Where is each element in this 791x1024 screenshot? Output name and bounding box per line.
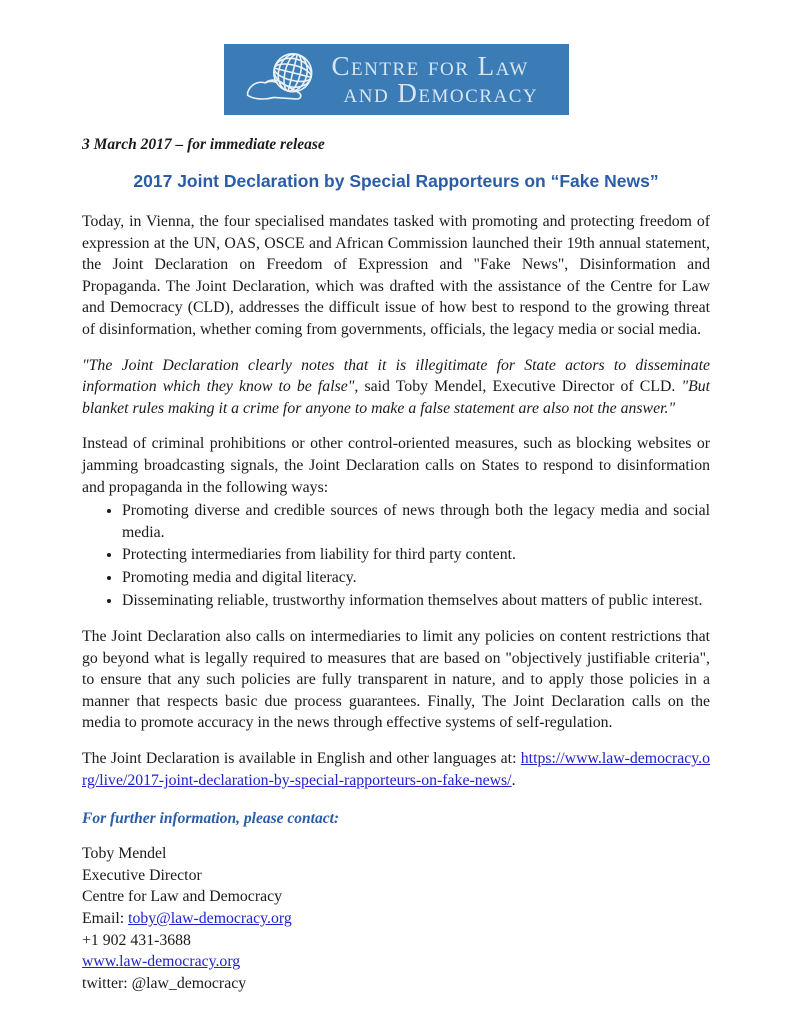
paragraph-quote <box>82 355 710 420</box>
declaration-link[interactable]: https://www.law-democracy.org/live/2017-joint-declaration-by-special-rapporteurs-on-fake-news/ <box>82 750 710 789</box>
contact-twitter: twitter: @law_democracy <box>82 974 247 992</box>
bullet-item-digital-literacy: • Promoting media and digital literacy. <box>122 567 710 589</box>
paragraph-availability <box>82 748 710 791</box>
bullet-list <box>82 500 710 611</box>
press-release-title: 2017 Joint Declaration by Special Rapporteurs on “Fake News” <box>133 171 659 191</box>
globe-hand-icon <box>242 48 326 112</box>
bullet-item-legacy-social-media: • Promoting diverse and credible sources of news through both the legacy media and social media. <box>122 500 710 543</box>
bullet-item-reliable-information: • Disseminating reliable, trustworthy information themselves about matters of public interest. <box>122 590 710 612</box>
contact-org: Centre for Law and Democracy <box>82 888 282 906</box>
website-link[interactable]: www.law-democracy.org <box>82 953 241 971</box>
availability-suffix: . <box>511 771 516 789</box>
paragraph-intro: Today, in Vienna, the four specialised mandates tasked with promoting and protecting freedom of expression at the UN, OAS, OSCE and African Commission launched their 19th annual statement, the Joint Declaration on Freedom of Expression and "Fake News", Disinformation and Propaganda. The Joint Declaration, which was drafted with the assistance of the Centre for Law and Democracy (CLD), addresses the difficult issue of how best to respond to the growing threat of disinformation, whether coming from governments, officials, the legacy media or social media. <box>82 213 710 338</box>
logo-text <box>331 50 539 108</box>
quote-part-1: "The Joint Declaration clearly notes that it is illegitimate for State actors to disseminate information which they know to be false" <box>82 356 710 396</box>
contact-block <box>82 843 710 994</box>
quote-attribution: , said Toby Mendel, Executive Director of CLD. <box>354 378 682 396</box>
paragraph-intermediaries: The Joint Declaration also calls on intermediaries to limit any policies on content restrictions that go beyond what is legally required to measures that are based on "objectively justifiable criteria", to ensure that any such policies are fully transparent in nature, and to apply those policies in a manner that respects basic due process guarantees. Finally, The Joint Declaration calls on the media to promote accuracy in the news through effective systems of self-regulation. <box>82 628 710 732</box>
contact-email-line <box>82 908 710 930</box>
bullet-item-intermediary-liability: • Protecting intermediaries from liability for third party content. <box>122 544 710 566</box>
contact-website-line <box>82 951 710 973</box>
dateline: 3 March 2017 – for immediate release <box>82 136 325 153</box>
contact-name: Toby Mendel <box>82 845 167 863</box>
paragraph-measures: Instead of criminal prohibitions or other control-oriented measures, such as blocking websites or jamming broadcasting signals, the Joint Declaration calls on States to respond to disinformation and propaganda in the following ways: <box>82 435 710 496</box>
availability-text: The Joint Declaration is available in English and other languages at: <box>82 750 521 768</box>
contact-role: Executive Director <box>82 866 202 884</box>
logo-text-line1: Centre for Law <box>331 50 529 81</box>
contact-phone: +1 902 431-3688 <box>82 931 191 949</box>
cld-logo <box>224 44 569 115</box>
contact-heading: For further information, please contact: <box>82 810 340 828</box>
email-label: Email: <box>82 910 129 928</box>
email-link[interactable]: toby@law-democracy.org <box>128 910 292 928</box>
logo-text-line2: and Democracy <box>343 77 539 108</box>
quote-part-2: "But blanket rules making it a crime for anyone to make a false statement are also not the answer." <box>82 378 711 417</box>
